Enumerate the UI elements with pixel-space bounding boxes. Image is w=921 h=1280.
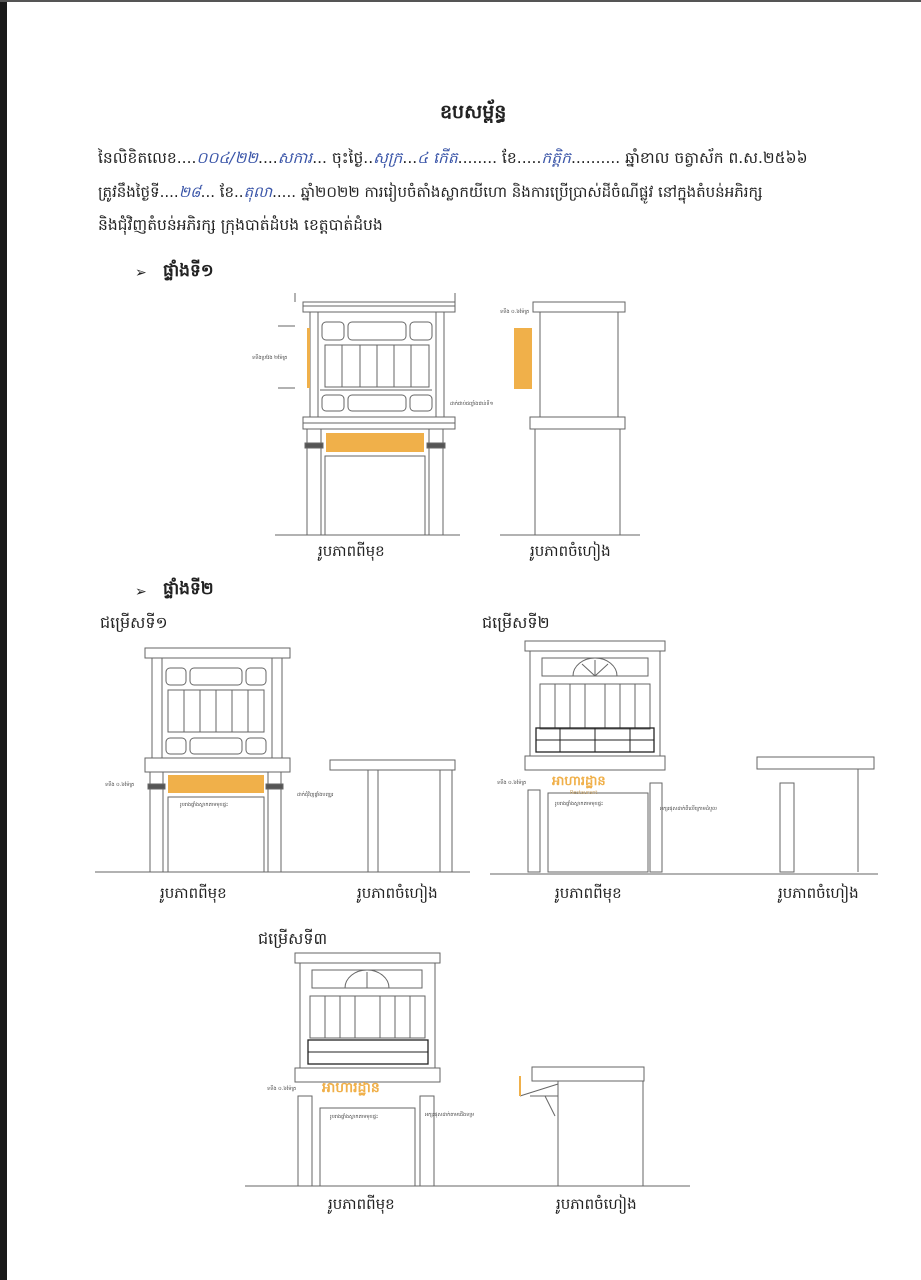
section2-heading: ផ្ទាំងទី២ — [163, 579, 214, 599]
text: ត្រូវនឹងថ្ងៃទី — [98, 183, 160, 201]
text: .... — [258, 149, 278, 167]
o2-sign-subtext: Restaurant — [570, 790, 598, 796]
option3-label: ជម្រើសទី៣ — [258, 929, 328, 948]
s1-front-elevation — [252, 293, 460, 535]
o2-width-label: ទទឹង ០.៦ម៉ែត្រ — [497, 780, 527, 786]
handwritten-day: សុក្រ — [373, 149, 403, 167]
o3-door-label: រូបរាងផ្ទាំងស្លាកតាមមុខផ្ទះ — [330, 1114, 379, 1120]
o1-front-caption: រូបភាពពីមុខ — [160, 884, 227, 902]
s1-side-caption: រូបភាពចំហៀង — [530, 542, 611, 560]
s1-front-sign — [326, 433, 424, 452]
text: ... ចុះថ្ងៃ.. — [312, 149, 374, 167]
o2-side-elevation — [660, 757, 874, 872]
o2-side-label: អក្សរផុសដាក់ពីលើក្រោមដំបូល — [660, 806, 717, 812]
o3-width-label: ទទឹង ០.៦ម៉ែត្រ — [267, 1086, 297, 1092]
o2-side-caption: រូបភាពចំហៀង — [778, 884, 859, 902]
o2-door-label: រូបរាងផ្ទាំងស្លាកតាមមុខផ្ទះ — [555, 801, 604, 807]
o2-sign-text: អាហារដ្ឋាន — [552, 774, 606, 789]
s1-front-caption: រូបភាពពីមុខ — [318, 542, 385, 560]
handwritten-day: ២៨ — [178, 183, 201, 201]
intro-line-2: ត្រូវនឹងថ្ងៃទី....២៨... ខែ..តុលា..... ឆ្នាំ២០២២ ការរៀបចំតាំងស្លាកយីហោ និងការប្រើប្រាស់ដីចំណីផ្លូវ នៅក្នុងតំបន់អភិរក្ស — [98, 183, 763, 201]
s1-side-mount-label: ដាក់ជាប់ជញ្ជាំងជាន់ទី១ — [450, 401, 494, 407]
handwritten-ref2: សការ — [277, 149, 313, 167]
section1-heading: ផ្ទាំងទី១ — [163, 261, 214, 281]
o2-front-caption: រូបភាពពីមុខ — [555, 884, 622, 902]
o3-side-label: អក្សរផុសដាក់តាមជើងទម្រ — [425, 1112, 474, 1118]
o1-front-sign — [168, 775, 264, 793]
bullet-arrow-icon: ➢ — [135, 265, 147, 281]
o3-front-caption: រូបភាពពីមុខ — [328, 1195, 395, 1213]
s1-width-label: ទទឹងប្រវែង ២ម៉ែត្រ — [252, 355, 288, 361]
option2-label: ជម្រើសទី២ — [482, 613, 550, 632]
text: ... — [402, 149, 418, 167]
s1-side-elevation — [450, 302, 640, 535]
handwritten-ref: ០០៤/២២ — [196, 149, 259, 167]
o3-side-elevation — [425, 1067, 644, 1186]
o1-door-label: រូបរាងផ្ទាំងស្លាកតាមមុខផ្ទះ — [180, 802, 229, 808]
handwritten-month: តុលា — [243, 183, 273, 201]
handwritten-month: កត្តិក — [541, 149, 571, 167]
o1-side-caption: រូបភាពចំហៀង — [357, 884, 438, 902]
s1-side-width-label: ទទឹង ០.៦ម៉ែត្រ — [500, 309, 530, 315]
o1-side-elevation — [297, 760, 455, 872]
text: .......... ឆ្នាំខាល ចត្វាស័ក ព.ស.២៥៦៦ — [570, 149, 808, 167]
text: ..... ឆ្នាំ២០២២ ការរៀបចំតាំងស្លាកយីហោ និងការប្រើប្រាស់ដីចំណីផ្លូវ នៅក្នុងតំបន់អភិរក្ស — [272, 183, 763, 201]
o3-side-caption: រូបភាពចំហៀង — [556, 1195, 637, 1213]
bullet-arrow-icon: ➢ — [135, 584, 147, 600]
o3-sign-text: អាហារដ្ឋាន — [322, 1080, 380, 1096]
text: ... ខែ.. — [200, 183, 244, 201]
s1-side-sign — [514, 328, 532, 389]
text: នៃលិខិតលេខ.... — [98, 149, 197, 167]
intro-line-3: និងជុំវិញតំបន់អភិរក្ស ក្រុងបាត់ដំបង ខេត្តបាត់ដំបង — [98, 216, 383, 234]
document-title: ឧបសម្ព័ន្ធ — [440, 101, 507, 123]
o1-width-label: ទទឹង ០.៦ម៉ែត្រ — [105, 782, 135, 788]
text: ........ ខែ..... — [457, 149, 542, 167]
option1-label: ជម្រើសទី១ — [100, 613, 168, 632]
handwritten-date: ៤ កើត — [417, 149, 458, 167]
o1-side-label: ដាក់ជុំវិញផ្ទាំងបញ្ឈរ — [297, 792, 334, 798]
o3-front-elevation — [245, 953, 690, 1186]
